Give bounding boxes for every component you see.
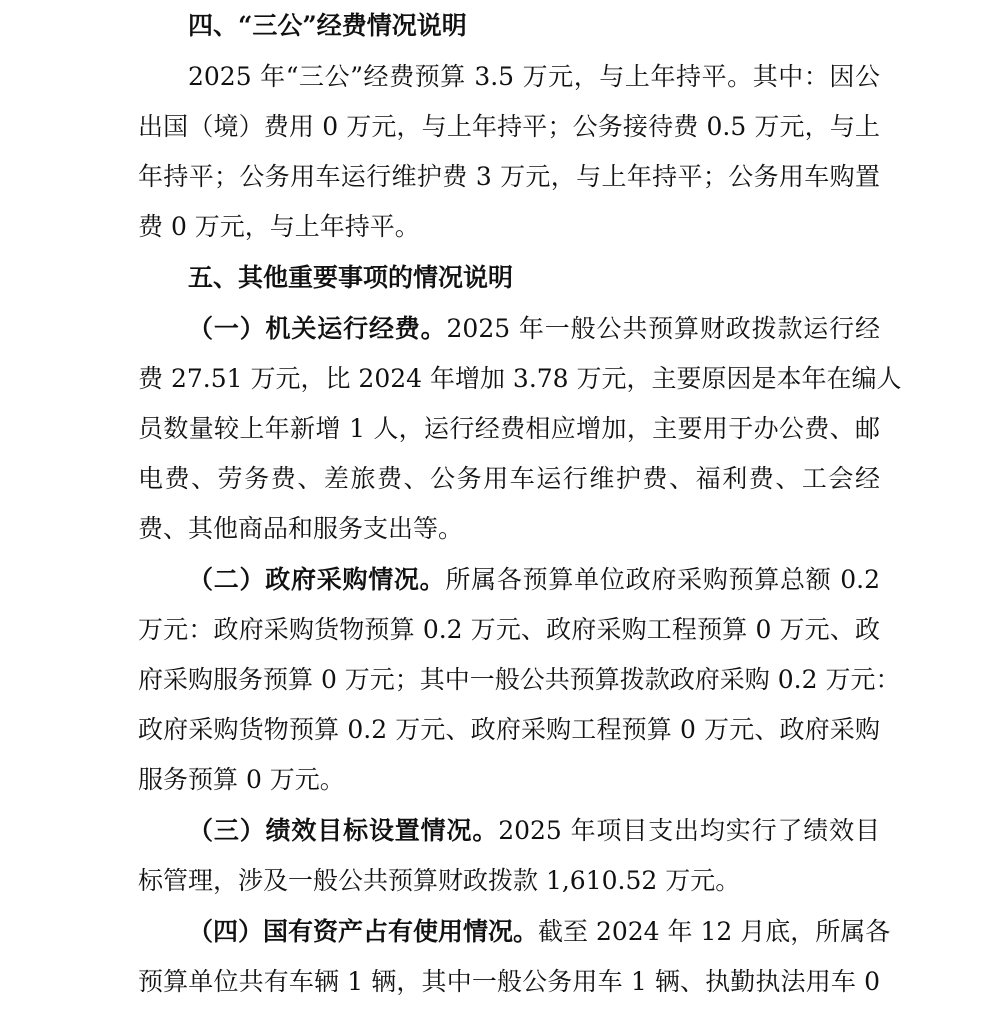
item-3-line-2: 标管理，涉及一般公共预算财政拨款 1,610.52 万元。: [138, 866, 741, 895]
item-1-title: （一）机关运行经费。: [188, 314, 447, 343]
item-2-title: （二）政府采购情况。: [188, 565, 446, 594]
item-3-title: （三）绩效目标设置情况。: [188, 816, 499, 845]
section-4-line-1: 2025 年“三公”经费预算 3.5 万元，与上年持平。其中：因公: [188, 62, 880, 91]
item-2-line-2: 万元：政府采购货物预算 0.2 万元、政府采购工程预算 0 万元、政: [138, 615, 880, 644]
item-1-line-2: 费 27.51 万元，比 2024 年增加 3.78 万元，主要原因是本年在编人: [138, 364, 902, 393]
item-4-line-1: [188, 907, 891, 957]
item-1-line-3: 员数量较上年新增 1 人，运行经费相应增加，主要用于办公费、邮: [138, 414, 880, 443]
item-4-title: （四）国有资产占有使用情况。: [188, 917, 539, 946]
section-4-heading: 四、“三公”经费情况说明: [188, 11, 467, 40]
item-1-line-1: [188, 304, 880, 354]
item-2-line-1: [188, 555, 880, 605]
item-2-line-3: 府采购服务预算 0 万元；其中一般公共预算拨款政府采购 0.2 万元：: [138, 665, 901, 694]
section-4-line-2: 出国（境）费用 0 万元，与上年持平；公务接待费 0.5 万元，与上: [138, 112, 880, 141]
item-2-text-1: 所属各预算单位政府采购预算总额 0.2: [445, 565, 880, 594]
item-3-text-1: 2025 年项目支出均实行了绩效目: [498, 816, 880, 845]
section-5-heading: 五、其他重要事项的情况说明: [188, 263, 514, 292]
item-4-line-2: 预算单位共有车辆 1 辆，其中一般公务用车 1 辆、执勤执法用车 0: [138, 967, 880, 996]
item-2-line-4: 政府采购货物预算 0.2 万元、政府采购工程预算 0 万元、政府采购: [138, 715, 880, 744]
item-1-text-1: 2025 年一般公共预算财政拨款运行经: [446, 314, 880, 343]
item-1-line-5: 费、其他商品和服务支出等。: [138, 514, 464, 543]
item-4-text-1: 截至 2024 年 12 月底，所属各: [538, 917, 891, 946]
item-1-line-4: 电费、劳务费、差旅费、公务用车运行维护费、福利费、工会经: [138, 464, 880, 493]
section-4-line-4: 费 0 万元，与上年持平。: [138, 212, 420, 241]
item-2-line-5: 服务预算 0 万元。: [138, 765, 345, 794]
section-4-line-3: 年持平；公务用车运行维护费 3 万元，与上年持平；公务用车购置: [138, 162, 880, 191]
item-3-line-1: [188, 806, 880, 856]
